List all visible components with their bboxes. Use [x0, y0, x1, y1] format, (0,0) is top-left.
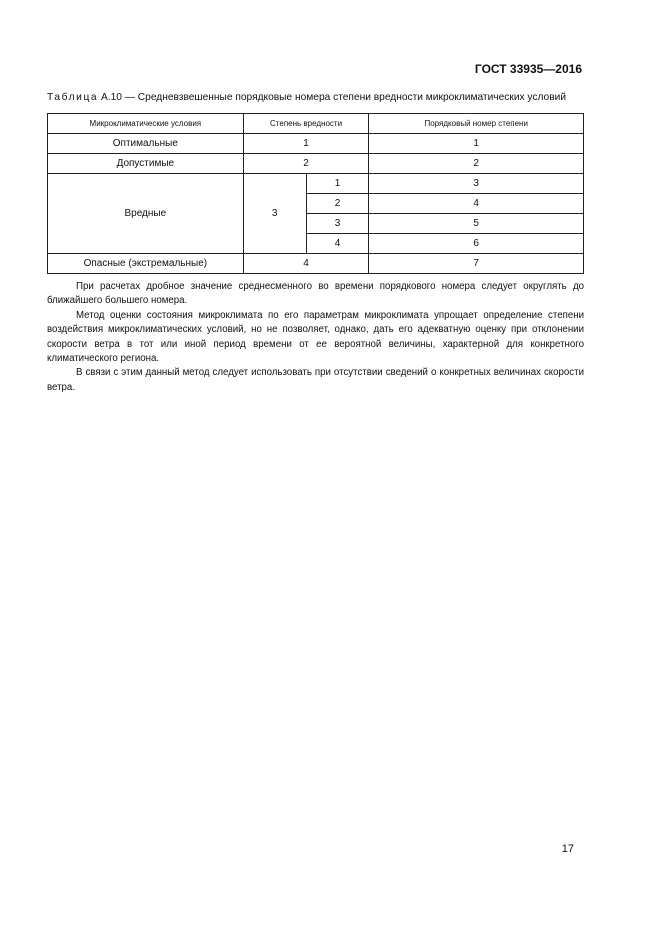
degree-cell: 2	[243, 154, 369, 174]
degree-cell: 4	[243, 254, 369, 274]
degree-cell: 1	[243, 134, 369, 154]
body-text	[47, 280, 584, 395]
condition-cell: Опасные (экстремальные)	[48, 254, 244, 274]
condition-cell: Допустимые	[48, 154, 244, 174]
header-cell-conditions: Микроклиматические условия	[48, 114, 244, 134]
table-caption-text: А.10 — Средневзвешенные порядковые номера степени вредности микроклиматических условий	[98, 92, 567, 103]
subdegree-cell: 2	[306, 194, 369, 214]
number-cell: 3	[369, 174, 584, 194]
number-cell: 7	[369, 254, 584, 274]
subdegree-cell: 4	[306, 234, 369, 254]
harmfulness-table	[47, 113, 584, 274]
condition-cell: Оптимальные	[48, 134, 244, 154]
paragraph: В связи с этим данный метод следует использовать при отсутствии сведений о конкретных величинах скорости ветра.	[47, 367, 584, 393]
condition-cell: Вредные	[48, 174, 244, 254]
table-header-row	[48, 114, 584, 134]
number-cell: 2	[369, 154, 584, 174]
table-row	[48, 174, 584, 194]
table-row	[48, 134, 584, 154]
subdegree-cell: 3	[306, 214, 369, 234]
table-caption	[47, 92, 566, 103]
page-number: 17	[561, 843, 574, 855]
paragraph: При расчетах дробное значение среднесменного во времени порядкового номера следует округлять до ближайшего большего номера.	[47, 281, 584, 307]
table-row	[48, 254, 584, 274]
document-header: ГОСТ 33935—2016	[474, 62, 582, 76]
table-row	[48, 154, 584, 174]
subdegree-cell: 1	[306, 174, 369, 194]
number-cell: 1	[369, 134, 584, 154]
degree-cell: 3	[243, 174, 306, 254]
number-cell: 5	[369, 214, 584, 234]
header-cell-degree: Степень вредности	[243, 114, 369, 134]
table-caption-label: Таблица	[47, 92, 99, 103]
paragraph: Метод оценки состояния микроклимата по его параметрам микроклимата упрощает определение степени воздействия микроклиматических условий, но не позволяет, однако, дать его адекватную оценку при отклонении скорости ветра в тот или иной период времени от ее вероятной величины, характерной для конкретного климатического региона.	[47, 309, 584, 365]
number-cell: 6	[369, 234, 584, 254]
header-cell-number: Порядковый номер степени	[369, 114, 584, 134]
number-cell: 4	[369, 194, 584, 214]
